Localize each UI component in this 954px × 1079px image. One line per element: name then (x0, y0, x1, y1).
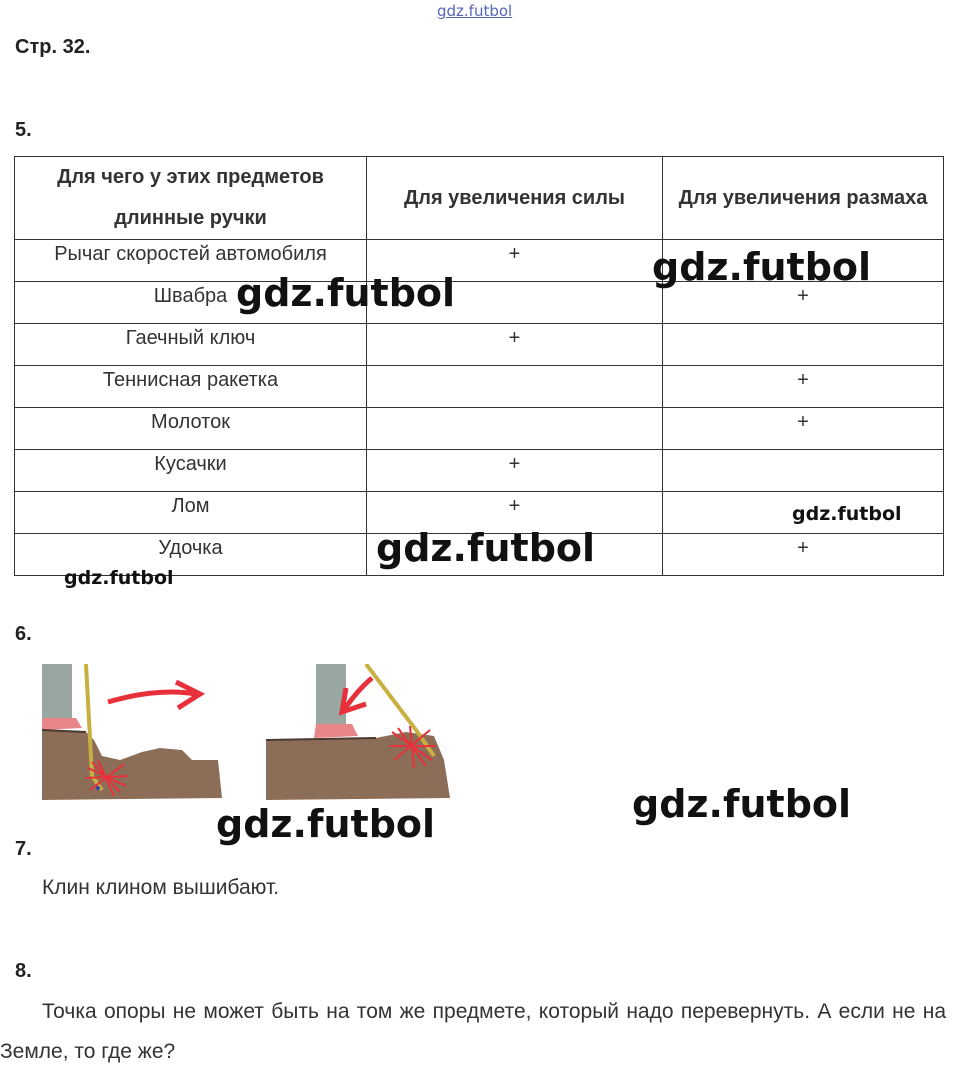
watermark: gdz.futbol (64, 567, 174, 589)
force-cell: + (367, 324, 663, 366)
task6-number: 6. (15, 623, 32, 645)
watermark: gdz.futbol (216, 802, 436, 846)
swing-cell: + (663, 282, 944, 324)
swing-cell: + (663, 366, 944, 408)
force-cell: + (367, 240, 663, 282)
task8-number: 8. (15, 960, 32, 982)
swing-cell (663, 450, 944, 492)
force-cell (367, 366, 663, 408)
item-cell: Гаечный ключ (15, 324, 367, 366)
watermark: gdz.futbol (236, 271, 456, 315)
task5-number: 5. (15, 119, 32, 141)
item-cell: Лом (15, 492, 367, 534)
task8-answer: Точка опоры не может быть на том же предмете, который надо перевернуть. А если не на Земле, то где же? (0, 1000, 946, 1063)
page-title: Стр. 32. (15, 36, 91, 58)
lever-illustration-press (266, 664, 456, 806)
table-row (15, 408, 944, 450)
force-cell (367, 408, 663, 450)
item-cell: Кусачки (15, 450, 367, 492)
table-row (15, 324, 944, 366)
table-row (15, 366, 944, 408)
item-cell: Швабра (15, 282, 367, 324)
table-row (15, 450, 944, 492)
item-cell: Рычаг скоростей автомобиля (15, 240, 367, 282)
task7-answer: Клин клином вышибают. (42, 876, 280, 899)
top-watermark[interactable]: gdz.futbol (437, 2, 513, 20)
force-cell: + (367, 450, 663, 492)
header-force: Для увеличения силы (367, 157, 663, 240)
swing-cell (663, 324, 944, 366)
swing-cell: + (663, 408, 944, 450)
watermark: gdz.futbol (376, 526, 596, 570)
header-swing: Для увеличения размаха (663, 157, 944, 240)
force-cell: + (367, 492, 663, 534)
lever-illustration-push (42, 664, 224, 806)
swing-cell: + (663, 534, 944, 576)
table-header-row (15, 157, 944, 240)
watermark: gdz.futbol (632, 782, 852, 826)
header-purpose: Для чего у этих предметов длинные ручки (15, 157, 367, 240)
watermark: gdz.futbol (792, 503, 902, 525)
watermark: gdz.futbol (652, 245, 872, 289)
item-cell: Удочка (15, 534, 367, 576)
item-cell: Молоток (15, 408, 367, 450)
item-cell: Теннисная ракетка (15, 366, 367, 408)
task7-number: 7. (15, 838, 32, 860)
